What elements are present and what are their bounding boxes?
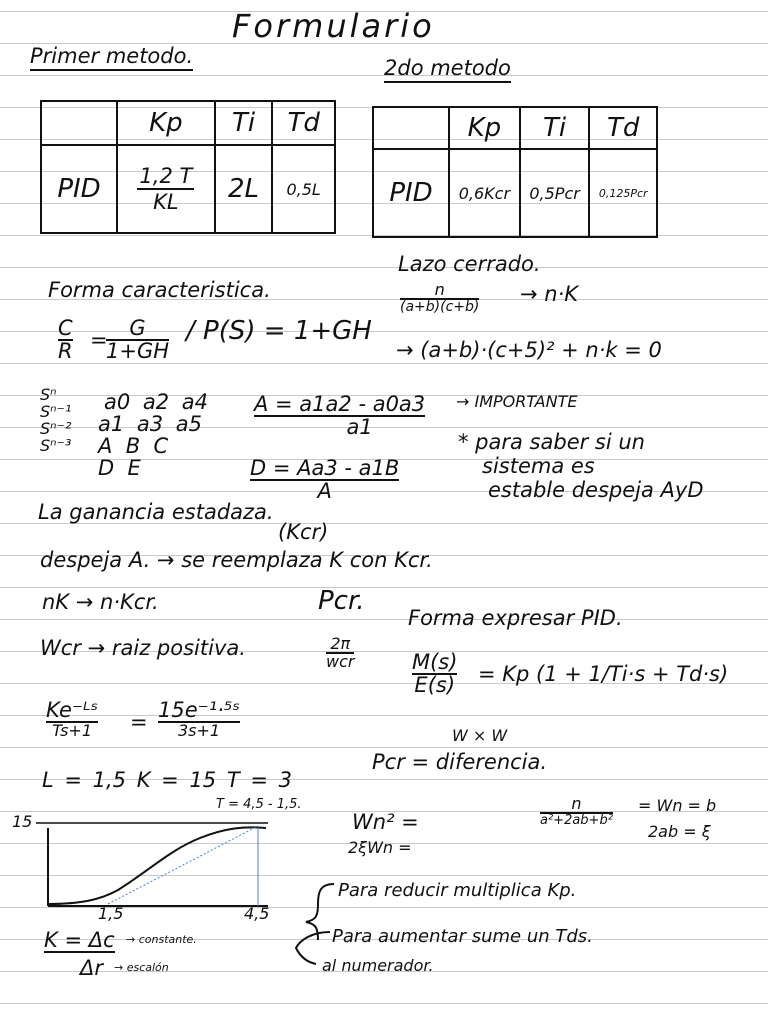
gain-label: La ganancia estadaza. bbox=[38, 500, 274, 524]
closed-loop-fraction: n (a+b)(c+b) bbox=[400, 280, 480, 315]
header-td: Td bbox=[589, 107, 657, 149]
approx-lhs: Ke⁻ᴸˢ Ts+1 bbox=[46, 698, 99, 740]
zeta-wn: 2ξWn = bbox=[348, 838, 412, 857]
method2-label: 2do metodo bbox=[384, 58, 511, 83]
important-note: → IMPORTANTE bbox=[456, 392, 578, 411]
cell-ti: 0,5Pcr bbox=[520, 149, 590, 237]
cell-ti: 2L bbox=[215, 145, 273, 233]
routh-row-0: a0 a2 a4 bbox=[104, 390, 209, 414]
wn-equals-b: = Wn = b bbox=[638, 796, 717, 815]
header-kp: Kp bbox=[449, 107, 520, 149]
g-over-1gh: G 1+GH bbox=[106, 316, 170, 363]
routh-row-1: a1 a3 a5 bbox=[98, 412, 203, 436]
approx-rhs: 15e⁻¹·⁵ˢ 3s+1 bbox=[158, 698, 241, 740]
header-ti: Ti bbox=[520, 107, 590, 149]
two-pi-over-wcr: 2π wcr bbox=[326, 634, 355, 671]
wcr-note: Wcr → raiz positiva. bbox=[40, 636, 246, 660]
pid-form-label: Forma expresar PID. bbox=[408, 606, 623, 630]
cell-kp: 0,6Kcr bbox=[449, 149, 520, 237]
header-td: Td bbox=[272, 101, 335, 145]
wn-squared: Wn² = bbox=[352, 810, 419, 834]
graph-x-tick-1: 1,5 bbox=[98, 904, 124, 923]
page-title: Formulario bbox=[232, 7, 435, 45]
header-kp: Kp bbox=[117, 101, 215, 145]
kcr-label: (Kcr) bbox=[278, 520, 329, 544]
row-label-pid: PID bbox=[373, 149, 449, 237]
closed-loop-expression: → (a+b)·(c+5)² + n·k = 0 bbox=[396, 338, 662, 362]
cell-td: 0,5L bbox=[272, 145, 335, 233]
closed-loop-arrow: → n·K bbox=[520, 282, 579, 306]
char-form-label: Forma caracteristica. bbox=[48, 278, 271, 302]
gain-step: despeja A. → se reemplaza K con Kcr. bbox=[40, 548, 433, 572]
tip-increase: Para aumentar sume un Tds. bbox=[332, 926, 593, 947]
equals-sign: = bbox=[90, 328, 108, 352]
pcr-w-note: W ⨯ W bbox=[452, 726, 508, 745]
pcr-difference: Pcr = diferencia. bbox=[372, 750, 548, 774]
k-formula: K = Δc bbox=[44, 928, 115, 952]
approx-equals: = bbox=[130, 710, 148, 734]
row-label-pid: PID bbox=[41, 145, 117, 233]
step-note: → escalón bbox=[114, 961, 169, 974]
cell-kp: 1,2 T KL bbox=[117, 145, 215, 233]
header-ti: Ti bbox=[215, 101, 273, 145]
two-ab-zeta: 2ab = ξ bbox=[648, 822, 711, 841]
closed-loop-label: Lazo cerrado. bbox=[398, 252, 541, 276]
tip-reduce: Para reducir multiplica Kp. bbox=[338, 880, 577, 901]
formula-d: D = Aa3 - a1B A bbox=[250, 456, 400, 503]
nk-note: nK → n·Kcr. bbox=[42, 590, 159, 614]
wn-fraction: n a²+2ab+b² bbox=[540, 794, 613, 828]
routh-row-2: A B C bbox=[98, 434, 169, 458]
method1-label: Primer metodo. bbox=[30, 46, 193, 71]
stability-note: * para saber si un sistema es estable despeja AyD bbox=[458, 430, 704, 502]
k-denominator: Δr bbox=[80, 956, 103, 980]
cell-td: 0,125Pcr bbox=[589, 149, 657, 237]
approx-params: L = 1,5 K = 15 T = 3 bbox=[42, 768, 292, 792]
m-over-e: M(s) E(s) bbox=[412, 650, 458, 697]
ps-equation: / P(S) = 1+GH bbox=[186, 316, 372, 346]
graph-top-label: T = 4,5 - 1,5. bbox=[216, 797, 302, 812]
routh-row-3: D E bbox=[98, 456, 141, 480]
constant-note: → constante. bbox=[126, 933, 197, 946]
pid-expression: = Kp (1 + 1/Ti·s + Td·s) bbox=[478, 662, 729, 686]
pcr-label: Pcr. bbox=[318, 586, 365, 616]
c-over-r: C R bbox=[58, 316, 73, 363]
tip-numerator: al numerador. bbox=[322, 956, 434, 975]
routh-row-labels: Sⁿ Sⁿ⁻¹ Sⁿ⁻² Sⁿ⁻³ bbox=[40, 385, 72, 455]
graph-y-label: 15 bbox=[12, 812, 33, 831]
formula-a: A = a1a2 - a0a3 a1 bbox=[254, 392, 426, 439]
graph-x-tick-2: 4,5 bbox=[244, 904, 270, 923]
